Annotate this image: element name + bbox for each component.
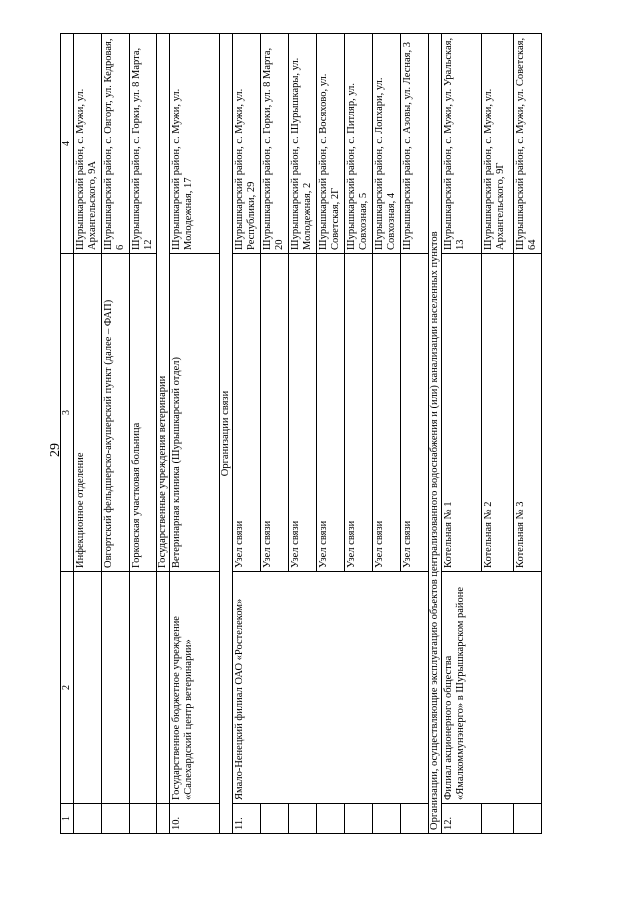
row-unit: Узел связи xyxy=(261,254,289,572)
row-unit: Узел связи xyxy=(345,254,373,572)
header-col-3: 3 xyxy=(61,254,74,572)
row-number xyxy=(289,804,317,834)
header-col-4: 4 xyxy=(61,34,74,254)
page-number: 29 xyxy=(48,443,63,457)
row-organization: Ямало-Ненецкий филиал ОАО «Ростелеком» xyxy=(233,572,429,804)
row-unit: Узел связи xyxy=(289,254,317,572)
row-address: Шурышкарский район, с. Мужи, ул. Архангельского, 9А xyxy=(74,34,102,254)
row-address: Шурышкарский район, с. Мужи, ул. Архангельского, 9Г xyxy=(482,34,514,254)
row-organization: Государственное бюджетное учреждение «Салехардский центр ветеринарии» xyxy=(170,572,220,804)
row-address: Шурышкарский район, с. Мужи, ул. Советская, 64 xyxy=(514,34,542,254)
row-address: Шурышкарский район, с. Мужи, ул. Молодежная, 17 xyxy=(170,34,220,254)
section-title-vet: Государственные учреждения ветеринарии xyxy=(157,34,170,572)
row-address: Шурышкарский район, с. Питляр, ул. Совхозная, 5 xyxy=(345,34,373,254)
row-organization xyxy=(130,572,157,804)
row-address: Шурышкарский район, с. Азовы, ул. Лесная, 3 xyxy=(401,34,429,254)
row-number xyxy=(482,804,514,834)
header-row xyxy=(61,34,74,834)
row-unit: Инфекционное отделение xyxy=(74,254,102,572)
table-row xyxy=(233,34,261,834)
row-unit: Котельная № 1 xyxy=(442,254,482,572)
section-title-water: Организации, осуществляющие эксплуатацию объектов централизованного водоснабжения и (или) канализации населенных пунктов xyxy=(429,34,442,834)
row-address: Шурышкарский район, с. Восяхово, ул. Советская, 2Г xyxy=(317,34,345,254)
rotated-table-container xyxy=(60,34,572,834)
row-number xyxy=(345,804,373,834)
row-address: Шурышкарский район, с. Горки, ул. 8 Марта, 20 xyxy=(261,34,289,254)
row-unit: Узел связи xyxy=(401,254,429,572)
row-unit: Горковская участковая больница xyxy=(130,254,157,572)
section-row-vet xyxy=(157,34,170,834)
row-number xyxy=(74,804,102,834)
table-row xyxy=(130,34,157,834)
table-row xyxy=(170,34,220,834)
row-number: 10. xyxy=(170,804,220,834)
row-address: Шурышкарский район, с. Мужи, ул. Республики, 29 xyxy=(233,34,261,254)
row-number xyxy=(373,804,401,834)
row-unit: Котельная № 2 xyxy=(482,254,514,572)
header-col-2: 2 xyxy=(61,572,74,804)
row-address: Шурышкарский район, с. Овгорт, ул. Кедровая, 6 xyxy=(102,34,130,254)
row-unit: Узел связи xyxy=(317,254,345,572)
row-organization xyxy=(74,572,102,804)
row-unit: Овгортский фельдшерско-акушерский пункт (далее – ФАП) xyxy=(102,254,130,572)
header-col-1: 1 xyxy=(61,804,74,834)
row-address: Шурышкарский район, с. Лопхари, ул. Совхозная, 4 xyxy=(373,34,401,254)
table-row xyxy=(102,34,130,834)
section-row-water xyxy=(429,34,442,834)
row-unit: Узел связи xyxy=(373,254,401,572)
row-number: 12. xyxy=(442,804,482,834)
row-number xyxy=(401,804,429,834)
table-row xyxy=(442,34,482,834)
section-row-comm xyxy=(220,34,233,834)
row-number: 11. xyxy=(233,804,261,834)
row-unit: Ветеринарная клиника (Шурышкарский отдел) xyxy=(170,254,220,572)
table-row xyxy=(74,34,102,834)
row-address: Шурышкарский район, с. Мужи, ул. Уральская, 13 xyxy=(442,34,482,254)
row-organization: Филиал акционерного общества «Ямалкоммунэнерго» в Шурышкарском районе xyxy=(442,572,542,804)
row-organization xyxy=(102,572,130,804)
row-unit: Котельная № 3 xyxy=(514,254,542,572)
row-number xyxy=(261,804,289,834)
row-unit: Узел связи xyxy=(233,254,261,572)
row-number xyxy=(102,804,130,834)
row-number xyxy=(130,804,157,834)
row-number xyxy=(514,804,542,834)
row-address: Шурышкарский район, с. Горки, ул. 8 Марта, 12 xyxy=(130,34,157,254)
section-title-comm: Организации связи xyxy=(220,34,233,834)
row-address: Шурышкарский район, с. Шурышкары, ул. Молодежная, 2 xyxy=(289,34,317,254)
row-number xyxy=(317,804,345,834)
organizations-table xyxy=(60,33,542,834)
